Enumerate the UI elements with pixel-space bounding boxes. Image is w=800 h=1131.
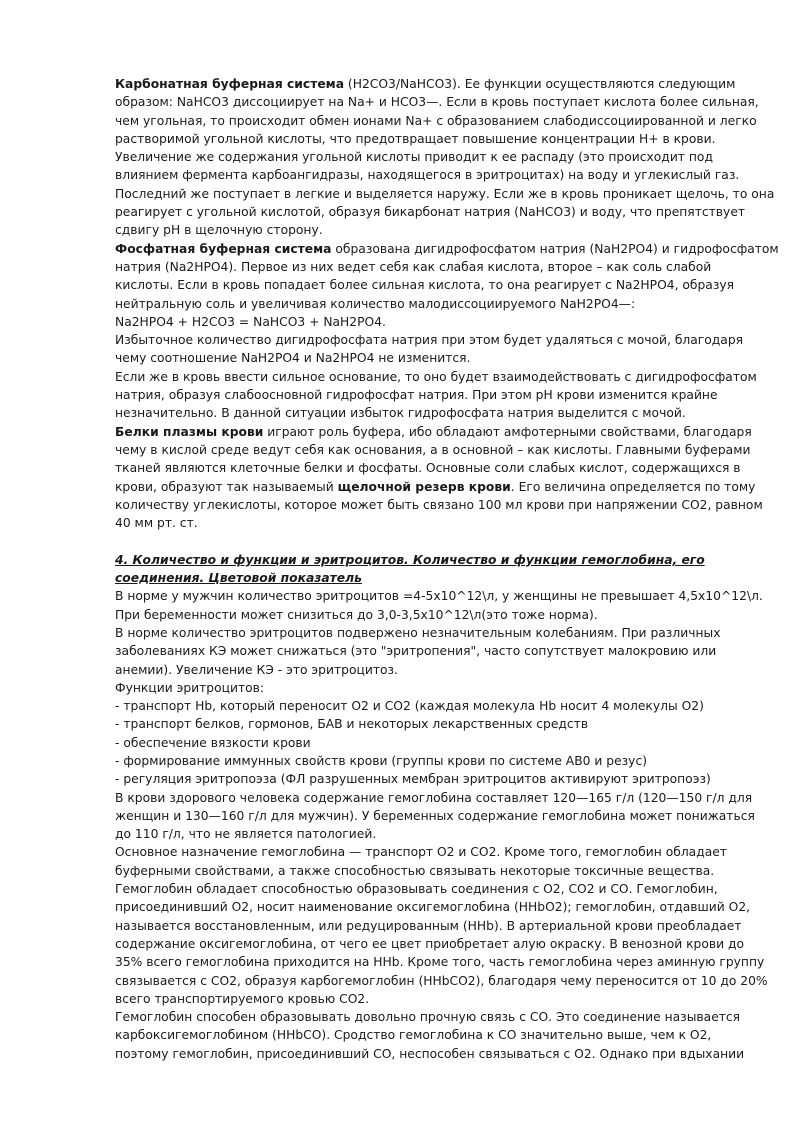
list-item: - транспорт Hb, который переносит О2 и СО2 (каждая молекула Hb носит 4 молекулы О2)	[115, 699, 704, 714]
erythrocytes-paragraph	[115, 587, 768, 1063]
text-line: количеству углекислоты, которое может быть связано 100 мл крови при напряжении CO2, равном	[115, 497, 763, 512]
text-line: связывается с СО2, образуя карбогемоглобин (ННbСО2), благодаря чему переносится от 10 до 20%	[115, 973, 768, 988]
text-line: анемии). Увеличение КЭ - это эритроцитоз.	[115, 662, 398, 677]
list-item: - транспорт белков, гормонов, БАВ и некоторых лекарственных средств	[115, 717, 589, 732]
text-line: натрия, образуя слабоосновной гидрофосфат натрия. При этом pH крови изменится крайне	[115, 388, 718, 403]
text-line: незначительно. В данной ситуации избыток гидрофосфата натрия выделится с мочой.	[115, 406, 686, 421]
text-line: буферными свойствами, а также способностью связывать некоторые токсичные вещества.	[115, 863, 715, 878]
list-item: - обеспечение вязкости крови	[115, 735, 311, 750]
text-line: Основное назначение гемоглобина — транспорт О2 и СО2. Кроме того, гемоглобин обладает	[115, 845, 727, 860]
list-item: - формирование иммунных свойств крови (группы крови по системе АВ0 и резус)	[115, 753, 648, 768]
text-line: Гемоглобин обладает способностью образовывать соединения с О2, СО2 и СО. Гемоглобин,	[115, 882, 718, 897]
heading-line: соединения. Цветовой показатель	[115, 571, 362, 586]
term-plasma-proteins: Белки плазмы крови	[115, 424, 264, 439]
text-line: поэтому гемоглобин, присоединивший СО, неспособен связываться с О2. Однако при вдыхании	[115, 1046, 745, 1061]
text-line: образом: NaHCO3 диссоциирует на Na+ и HCO3—. Если в кровь поступает кислота более сильная,	[115, 95, 759, 110]
text-line: В норме количество эритроцитов подвержено незначительным колебаниям. При различных	[115, 625, 721, 640]
text-span: образована дигидрофосфатом натрия (NaH2PO4) и гидрофосфатом	[331, 241, 779, 256]
text-line: присоединивший О2, носит наименование оксигемоглобина (ННbО2); гемоглобин, отдавший О2,	[115, 900, 751, 915]
text-line: Увеличение же содержания угольной кислоты приводит к ее распаду (это происходит под	[115, 150, 713, 165]
text-line: карбоксигемоглобином (ННbСО). Сродство гемоглобина к СО значительно выше, чем к О2,	[115, 1028, 712, 1043]
list-item: - регуляция эритропоэза (ФЛ разрушенных мембран эритроцитов активируют эритропоэз)	[115, 772, 711, 787]
text-line: 35% всего гемоглобина приходится на ННb. Кроме того, часть гемоглобина через аминную группу	[115, 955, 765, 970]
text-line: растворимой угольной кислоты, что предотвращает повышение концентрации H+ в крови.	[115, 131, 716, 146]
text-line: натрия (Na2HPO4). Первое из них ведет себя как слабая кислота, второе – как соль слабой	[115, 259, 712, 274]
plasma-proteins-paragraph	[115, 423, 763, 533]
text-line: 40 мм рт. ст.	[115, 516, 198, 531]
text-line: В крови здорового человека содержание гемоглобина составляет 120—165 г/л (120—150 г/л для	[115, 790, 753, 805]
text-line: называется восстановленным, или редуцированным (ННb). В артериальной крови преобладает	[115, 918, 742, 933]
section-heading	[115, 551, 732, 588]
text-line: заболеваниях КЭ может снижаться (это "эритропения", часто сопутствует малокровию или	[115, 644, 717, 659]
text-line: всего транспортируемого кровью СО2.	[115, 991, 370, 1006]
text-span: (H2CO3/NaHCO3). Ее функции осуществляются следующим	[344, 77, 736, 91]
text-line: до 110 г/л, что не является патологией.	[115, 827, 377, 842]
text-line: Функции эритроцитов:	[115, 680, 265, 695]
text-line: Если же в кровь ввести сильное основание, то оно будет взаимодействовать с дигидрофосфатом	[115, 369, 757, 384]
text-span: крови, образуют так называемый	[115, 479, 338, 494]
heading-line: 4. Количество и функции и эритроцитов. Количество и функции гемоглобина, его	[115, 552, 705, 567]
text-line: чему в кислой среде ведут себя как основания, а в основной – как кислоты. Главными буферами	[115, 442, 751, 457]
text-line	[115, 75, 736, 93]
text-line: женщин и 130—160 г/л для мужчин). У беременных содержание гемоглобина может понижаться	[115, 808, 755, 823]
text-line: сдвигу pH в щелочную сторону.	[115, 223, 323, 238]
text-line: реагирует с угольной кислотой, образуя бикарбонат натрия (NaHCO3) и воду, что препятствует	[115, 205, 746, 220]
text-line: кислоты. Если в кровь попадает более сильная кислота, то она реагирует с Na2HPO4, образуя	[115, 278, 735, 293]
text-line: чем угольная, то происходит обмен ионами Na+ с образованием слабодиссоциированной и легко	[115, 113, 757, 128]
text-line: Последний же поступает в легкие и выделяется наружу. Если же в кровь проникает щелочь, то она	[115, 186, 775, 201]
text-line: тканей являются клеточные белки и фосфаты. Основные соли слабых кислот, содержащихся в	[115, 461, 741, 476]
text-line: влиянием фермента карбоангидразы, находящегося в эритроцитах) на воду и углекислый газ.	[115, 168, 740, 183]
term-carbonate: Карбонатная буферная система	[115, 77, 345, 91]
text-line: чему соотношение NaH2PO4 и Na2HPO4 не изменится.	[115, 351, 471, 366]
text-line: нейтральную соль и увеличивая количество малодиссоциируемого NaH2PO4—:	[115, 296, 636, 311]
text-span: . Его величина определяется по тому	[510, 479, 756, 494]
text-line: Na2HPO4 + H2CO3 = NaHCO3 + NaH2PO4.	[115, 314, 386, 329]
term-phosphate: Фосфатная буферная система	[115, 241, 332, 256]
text-line: Избыточное количество дигидрофосфата натрия при этом будет удаляться с мочой, благодаря	[115, 333, 744, 348]
text-line: Гемоглобин способен образовывать довольно прочную связь с СО. Это соединение называется	[115, 1010, 741, 1025]
text-line: При беременности может снизиться до 3,0-3,5х10^12\л(это тоже норма).	[115, 607, 598, 622]
text-line	[115, 240, 779, 258]
text-line: В норме у мужчин количество эритроцитов =4-5х10^12\л, у женщины не превышает 4,5х10^12\л.	[115, 589, 763, 604]
phosphate-buffer-paragraph	[115, 240, 779, 423]
text-line	[115, 478, 756, 496]
term-alkaline-reserve: щелочной резерв крови	[337, 479, 511, 494]
text-span: играют роль буфера, ибо обладают амфотерными свойствами, благодаря	[263, 424, 752, 439]
blank-line	[115, 532, 732, 550]
text-line: содержание оксигемоглобина, от чего ее цвет приобретает алую окраску. В венозной крови до	[115, 936, 745, 951]
carbonate-buffer-paragraph	[115, 75, 775, 240]
text-line	[115, 423, 752, 441]
